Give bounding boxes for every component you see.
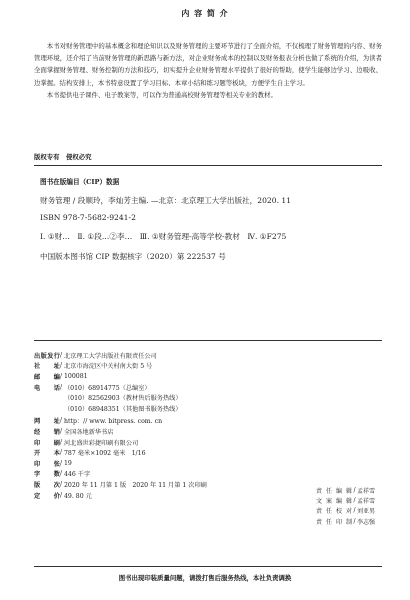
credit-name: 孟祥雪 [357,497,376,505]
pub-row [34,392,234,403]
pub-value: 446 千字 [64,471,91,479]
pub-value: （010）82562903（教材售后服务热线） [64,395,182,403]
credit-row: 责任编辑 / 孟祥雪 [316,486,376,495]
pub-value: 19 [64,459,72,467]
pub-value: 河北盛世彩捷印刷有限公司 [64,439,139,447]
rights-notice: 版权专有 侵权必究 [34,153,92,161]
pub-value: （010）68948351（其他图书服务热线） [64,405,182,413]
credit-row: 文案编辑 / 孟祥雪 [316,496,376,505]
credit-role: 责任编辑 [316,487,352,495]
pub-row: 网 址 / http：// www. bitpress. com. cn [34,416,234,427]
editor-credits [316,485,375,526]
pub-row: 印 刷 / 河北盛世彩捷印刷有限公司 [34,437,234,448]
credit-name: 李志强 [357,518,376,526]
pub-row [34,403,234,414]
pub-row: 邮 编 / 100081 [34,371,234,382]
summary-paragraph-1: 本书对财务管理中的基本概念和理论知识以及财务管理的主要环节进行了全面介绍，不仅梳理了财务管理的内容、财务管理环境，还介绍了当前财务管理的新思路与新方法，对企业财务成本的控制以及财务报表分析也做了系统的介绍，为读者全面掌握财务管理、财务控制的方法和技巧，切实提升企业财务管理水平提供了很好的帮助，使学生能够边学习、边吸收、边掌握。结构安排上，本书特意设置了学习目标、本章小结和练习题等板块，方便学生自主学习。 [34,42,382,87]
pub-row: 字 数 / 446 千字 [34,469,234,480]
pub-value: 787 毫米×1092 毫米 1/16 [64,450,146,458]
cip-heading: 图书在版编目（CIP）数据 [40,178,120,186]
pub-row: 定 价 / 49. 80 元 [34,490,234,501]
publication-info [34,350,234,500]
pub-row: 出版发行 / 北京理工大学出版社有限责任公司 [34,350,234,361]
pub-label: 字 数 [34,471,60,479]
pub-label: 经 销 [34,428,60,436]
pub-value: 49. 80 元 [64,492,92,500]
pub-label: 出版发行 [34,352,60,360]
divider [34,566,382,567]
pub-value: 100081 [64,372,88,380]
cip-classification: Ⅰ. ①财… Ⅱ. ①段…②李… Ⅲ. ①财务管理-高等学校-教材 Ⅳ. ①F275 [40,232,287,241]
cip-record-number: 中国版本图书馆 CIP 数据核字（2020）第 222537 号 [40,252,226,261]
pub-row: 社 址 / 北京市海淀区中关村南大街 5 号 [34,361,234,372]
summary-paragraph-2: 本书提供电子课件、电子教案等，可以作为普通高校财务管理等相关专业的教材。 [46,91,277,100]
pub-row: 印 张 / 19 [34,458,234,469]
pub-label: 定 价 [34,492,60,500]
credit-name: 刘亚男 [357,508,376,516]
pub-label: 网 址 [34,418,60,426]
divider [34,340,382,341]
cip-title-line: 财务管理 / 段顺玲，李灿芳主编. —北京：北京理工大学出版社，2020. 11 [40,196,292,205]
pub-row: 电 话 / （010）68914775（总编室） [34,382,234,393]
quality-notice: 图书出现印装质量问题，请拨打售后服务热线，本社负责调换 [118,574,292,582]
credit-role: 责任印制 [316,518,352,526]
cip-isbn: ISBN 978-7-5682-9241-2 [40,213,136,222]
content-summary [34,40,382,102]
page-title: 内 容 简 介 [181,8,229,18]
pub-value: 北京市海淀区中关村南大街 5 号 [64,363,153,371]
pub-label: 邮 编 [34,373,60,381]
pub-label: 印 刷 [34,439,60,447]
credit-row: 责任印制 / 李志强 [316,517,376,526]
pub-value: （010）68914775（总编室） [64,384,151,392]
divider [34,165,382,166]
pub-value: 2020 年 11 月第 1 版 2020 年 11 月第 1 次印刷 [64,481,207,489]
pub-value: 全国各地新华书店 [64,428,114,436]
credit-row: 责任校对 / 刘亚男 [316,507,376,516]
pub-label: 版 次 [34,481,60,489]
credit-role: 责任校对 [316,508,352,516]
pub-value: 北京理工大学出版社有限责任公司 [64,352,157,360]
pub-row: 经 销 / 全国各地新华书店 [34,426,234,437]
pub-row: 版 次 / 2020 年 11 月第 1 版 2020 年 11 月第 1 次印刷 [34,479,234,490]
pub-row: 开 本 / 787 毫米×1092 毫米 1/16 [34,447,234,458]
pub-label: 社 址 [34,363,60,371]
pub-label: 印 张 [34,460,60,468]
pub-label: 开 本 [34,450,60,458]
credit-name: 孟祥雪 [357,487,376,495]
pub-label: 电 话 [34,384,60,392]
pub-value: http：// www. bitpress. com. cn [64,418,163,426]
credit-role: 文案编辑 [316,497,352,505]
